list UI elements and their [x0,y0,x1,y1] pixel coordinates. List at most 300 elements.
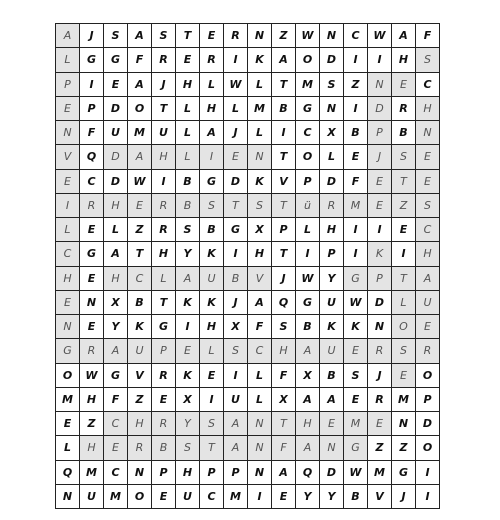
grid-cell-r11-c11[interactable]: U [320,291,344,315]
grid-cell-r17-c1[interactable]: H [80,436,104,460]
grid-cell-r7-c7[interactable]: T [224,194,248,218]
grid-cell-r5-c14[interactable]: S [392,145,416,169]
grid-cell-r4-c5[interactable]: L [176,121,200,145]
grid-cell-r1-c10[interactable]: O [296,48,320,72]
grid-cell-r3-c3[interactable]: O [128,97,152,121]
grid-cell-r18-c7[interactable]: P [224,461,248,485]
grid-cell-r9-c8[interactable]: H [248,242,272,266]
grid-cell-r7-c9[interactable]: T [272,194,296,218]
grid-cell-r8-c2[interactable]: L [104,218,128,242]
grid-cell-r13-c4[interactable]: P [152,339,176,363]
grid-cell-r9-c2[interactable]: A [104,242,128,266]
grid-cell-r16-c6[interactable]: S [200,412,224,436]
grid-cell-r16-c9[interactable]: T [272,412,296,436]
grid-cell-r13-c14[interactable]: S [392,339,416,363]
grid-cell-r10-c14[interactable]: T [392,267,416,291]
grid-cell-r6-c2[interactable]: D [104,170,128,194]
grid-cell-r10-c13[interactable]: P [368,267,392,291]
grid-cell-r17-c2[interactable]: E [104,436,128,460]
grid-cell-r2-c0[interactable]: P [56,73,80,97]
grid-cell-r3-c7[interactable]: L [224,97,248,121]
grid-cell-r9-c13[interactable]: K [368,242,392,266]
grid-cell-r17-c14[interactable]: Z [392,436,416,460]
grid-cell-r15-c9[interactable]: X [272,388,296,412]
grid-cell-r8-c8[interactable]: X [248,218,272,242]
grid-cell-r2-c2[interactable]: E [104,73,128,97]
grid-cell-r12-c5[interactable]: I [176,315,200,339]
grid-cell-r8-c7[interactable]: G [224,218,248,242]
grid-cell-r18-c0[interactable]: Q [56,461,80,485]
grid-cell-r0-c5[interactable]: T [176,24,200,48]
grid-cell-r15-c4[interactable]: E [152,388,176,412]
grid-cell-r16-c4[interactable]: R [152,412,176,436]
grid-cell-r5-c6[interactable]: I [200,145,224,169]
grid-cell-r5-c7[interactable]: E [224,145,248,169]
grid-cell-r9-c7[interactable]: I [224,242,248,266]
grid-cell-r13-c6[interactable]: L [200,339,224,363]
grid-cell-r13-c1[interactable]: R [80,339,104,363]
grid-cell-r14-c4[interactable]: R [152,364,176,388]
grid-cell-r14-c14[interactable]: E [392,364,416,388]
grid-cell-r5-c4[interactable]: H [152,145,176,169]
grid-cell-r6-c14[interactable]: T [392,170,416,194]
grid-cell-r1-c6[interactable]: R [200,48,224,72]
grid-cell-r2-c5[interactable]: H [176,73,200,97]
grid-cell-r4-c10[interactable]: C [296,121,320,145]
grid-cell-r15-c8[interactable]: L [248,388,272,412]
grid-cell-r11-c5[interactable]: K [176,291,200,315]
grid-cell-r0-c0[interactable]: A [56,24,80,48]
grid-cell-r1-c0[interactable]: L [56,48,80,72]
grid-cell-r11-c15[interactable]: U [416,291,440,315]
grid-cell-r0-c3[interactable]: A [128,24,152,48]
grid-cell-r12-c1[interactable]: E [80,315,104,339]
grid-cell-r2-c14[interactable]: E [392,73,416,97]
grid-cell-r4-c15[interactable]: N [416,121,440,145]
grid-cell-r19-c11[interactable]: Y [320,485,344,509]
grid-cell-r12-c10[interactable]: B [296,315,320,339]
grid-cell-r5-c13[interactable]: J [368,145,392,169]
grid-cell-r15-c5[interactable]: X [176,388,200,412]
grid-cell-r10-c0[interactable]: H [56,267,80,291]
grid-cell-r6-c1[interactable]: C [80,170,104,194]
grid-cell-r13-c13[interactable]: R [368,339,392,363]
grid-cell-r6-c13[interactable]: E [368,170,392,194]
grid-cell-r15-c0[interactable]: M [56,388,80,412]
grid-cell-r3-c8[interactable]: M [248,97,272,121]
grid-cell-r18-c8[interactable]: N [248,461,272,485]
grid-cell-r7-c14[interactable]: Z [392,194,416,218]
grid-cell-r7-c1[interactable]: R [80,194,104,218]
grid-cell-r18-c2[interactable]: C [104,461,128,485]
grid-cell-r1-c3[interactable]: F [128,48,152,72]
grid-cell-r3-c12[interactable]: I [344,97,368,121]
grid-cell-r11-c14[interactable]: L [392,291,416,315]
grid-cell-r0-c8[interactable]: N [248,24,272,48]
grid-cell-r10-c11[interactable]: Y [320,267,344,291]
grid-cell-r5-c3[interactable]: A [128,145,152,169]
grid-cell-r13-c15[interactable]: R [416,339,440,363]
grid-cell-r8-c1[interactable]: E [80,218,104,242]
grid-cell-r5-c10[interactable]: O [296,145,320,169]
grid-cell-r11-c9[interactable]: Q [272,291,296,315]
grid-cell-r8-c13[interactable]: I [368,218,392,242]
grid-cell-r3-c9[interactable]: B [272,97,296,121]
grid-cell-r15-c10[interactable]: A [296,388,320,412]
grid-cell-r1-c1[interactable]: G [80,48,104,72]
grid-cell-r0-c10[interactable]: W [296,24,320,48]
grid-cell-r10-c10[interactable]: W [296,267,320,291]
grid-cell-r2-c1[interactable]: I [80,73,104,97]
grid-cell-r9-c5[interactable]: Y [176,242,200,266]
grid-cell-r9-c0[interactable]: C [56,242,80,266]
grid-cell-r19-c15[interactable]: I [416,485,440,509]
grid-cell-r5-c0[interactable]: V [56,145,80,169]
grid-cell-r18-c14[interactable]: G [392,461,416,485]
grid-cell-r13-c2[interactable]: A [104,339,128,363]
grid-cell-r0-c14[interactable]: A [392,24,416,48]
grid-cell-r2-c3[interactable]: A [128,73,152,97]
grid-cell-r14-c11[interactable]: B [320,364,344,388]
grid-cell-r9-c3[interactable]: T [128,242,152,266]
grid-cell-r1-c7[interactable]: I [224,48,248,72]
grid-cell-r10-c12[interactable]: G [344,267,368,291]
grid-cell-r1-c12[interactable]: I [344,48,368,72]
grid-cell-r5-c15[interactable]: E [416,145,440,169]
grid-cell-r7-c12[interactable]: M [344,194,368,218]
grid-cell-r12-c4[interactable]: G [152,315,176,339]
grid-cell-r14-c0[interactable]: O [56,364,80,388]
grid-cell-r10-c4[interactable]: L [152,267,176,291]
grid-cell-r19-c8[interactable]: I [248,485,272,509]
grid-cell-r18-c1[interactable]: M [80,461,104,485]
grid-cell-r13-c3[interactable]: U [128,339,152,363]
grid-cell-r0-c15[interactable]: F [416,24,440,48]
grid-cell-r8-c6[interactable]: B [200,218,224,242]
grid-cell-r5-c1[interactable]: Q [80,145,104,169]
grid-cell-r2-c7[interactable]: W [224,73,248,97]
grid-cell-r1-c5[interactable]: E [176,48,200,72]
grid-cell-r13-c11[interactable]: U [320,339,344,363]
grid-cell-r8-c9[interactable]: P [272,218,296,242]
grid-cell-r1-c15[interactable]: S [416,48,440,72]
grid-cell-r17-c11[interactable]: N [320,436,344,460]
grid-cell-r9-c6[interactable]: K [200,242,224,266]
grid-cell-r12-c15[interactable]: E [416,315,440,339]
grid-cell-r7-c0[interactable]: I [56,194,80,218]
grid-cell-r4-c1[interactable]: F [80,121,104,145]
grid-cell-r3-c6[interactable]: H [200,97,224,121]
grid-cell-r15-c6[interactable]: I [200,388,224,412]
grid-cell-r7-c2[interactable]: H [104,194,128,218]
grid-cell-r15-c1[interactable]: H [80,388,104,412]
grid-cell-r14-c6[interactable]: E [200,364,224,388]
grid-cell-r5-c11[interactable]: L [320,145,344,169]
grid-cell-r2-c8[interactable]: L [248,73,272,97]
grid-cell-r15-c7[interactable]: U [224,388,248,412]
grid-cell-r17-c13[interactable]: Z [368,436,392,460]
grid-cell-r12-c0[interactable]: N [56,315,80,339]
grid-cell-r11-c13[interactable]: D [368,291,392,315]
grid-cell-r9-c15[interactable]: H [416,242,440,266]
grid-cell-r11-c7[interactable]: J [224,291,248,315]
grid-cell-r10-c8[interactable]: V [248,267,272,291]
grid-cell-r6-c8[interactable]: K [248,170,272,194]
grid-cell-r3-c5[interactable]: L [176,97,200,121]
grid-cell-r14-c1[interactable]: W [80,364,104,388]
grid-cell-r19-c7[interactable]: M [224,485,248,509]
grid-cell-r6-c11[interactable]: D [320,170,344,194]
grid-cell-r12-c11[interactable]: K [320,315,344,339]
grid-cell-r12-c14[interactable]: O [392,315,416,339]
grid-cell-r0-c2[interactable]: S [104,24,128,48]
grid-cell-r13-c0[interactable]: G [56,339,80,363]
grid-cell-r18-c3[interactable]: N [128,461,152,485]
grid-cell-r9-c14[interactable]: I [392,242,416,266]
grid-cell-r6-c9[interactable]: V [272,170,296,194]
grid-cell-r9-c4[interactable]: H [152,242,176,266]
grid-cell-r14-c5[interactable]: K [176,364,200,388]
grid-cell-r19-c4[interactable]: E [152,485,176,509]
grid-cell-r11-c10[interactable]: G [296,291,320,315]
grid-cell-r10-c3[interactable]: C [128,267,152,291]
grid-cell-r12-c12[interactable]: K [344,315,368,339]
grid-cell-r19-c6[interactable]: C [200,485,224,509]
grid-cell-r14-c10[interactable]: X [296,364,320,388]
grid-cell-r6-c10[interactable]: P [296,170,320,194]
grid-cell-r7-c10[interactable]: ü [296,194,320,218]
grid-cell-r18-c12[interactable]: W [344,461,368,485]
grid-cell-r5-c9[interactable]: T [272,145,296,169]
grid-cell-r17-c7[interactable]: A [224,436,248,460]
grid-cell-r3-c1[interactable]: P [80,97,104,121]
grid-cell-r11-c8[interactable]: A [248,291,272,315]
grid-cell-r18-c5[interactable]: H [176,461,200,485]
grid-cell-r3-c10[interactable]: G [296,97,320,121]
grid-cell-r4-c11[interactable]: X [320,121,344,145]
grid-cell-r12-c13[interactable]: N [368,315,392,339]
grid-cell-r16-c14[interactable]: N [392,412,416,436]
grid-cell-r4-c12[interactable]: B [344,121,368,145]
grid-cell-r19-c5[interactable]: U [176,485,200,509]
grid-cell-r10-c2[interactable]: H [104,267,128,291]
grid-cell-r15-c12[interactable]: E [344,388,368,412]
grid-cell-r16-c8[interactable]: N [248,412,272,436]
grid-cell-r5-c8[interactable]: N [248,145,272,169]
grid-cell-r19-c12[interactable]: B [344,485,368,509]
grid-cell-r7-c4[interactable]: R [152,194,176,218]
grid-cell-r17-c3[interactable]: R [128,436,152,460]
grid-cell-r14-c15[interactable]: O [416,364,440,388]
grid-cell-r7-c5[interactable]: B [176,194,200,218]
grid-cell-r18-c10[interactable]: Q [296,461,320,485]
grid-cell-r18-c15[interactable]: I [416,461,440,485]
grid-cell-r15-c15[interactable]: P [416,388,440,412]
grid-cell-r16-c11[interactable]: E [320,412,344,436]
grid-cell-r3-c13[interactable]: D [368,97,392,121]
grid-cell-r10-c5[interactable]: A [176,267,200,291]
grid-cell-r1-c9[interactable]: A [272,48,296,72]
grid-cell-r5-c2[interactable]: D [104,145,128,169]
grid-cell-r11-c0[interactable]: E [56,291,80,315]
grid-cell-r4-c6[interactable]: A [200,121,224,145]
grid-cell-r6-c3[interactable]: W [128,170,152,194]
grid-cell-r1-c4[interactable]: R [152,48,176,72]
grid-cell-r10-c15[interactable]: A [416,267,440,291]
grid-cell-r16-c3[interactable]: H [128,412,152,436]
grid-cell-r11-c4[interactable]: T [152,291,176,315]
grid-cell-r1-c11[interactable]: D [320,48,344,72]
grid-cell-r16-c15[interactable]: D [416,412,440,436]
grid-cell-r16-c7[interactable]: A [224,412,248,436]
grid-cell-r0-c13[interactable]: W [368,24,392,48]
grid-cell-r4-c3[interactable]: M [128,121,152,145]
grid-cell-r7-c15[interactable]: S [416,194,440,218]
grid-cell-r19-c3[interactable]: O [128,485,152,509]
grid-cell-r13-c9[interactable]: H [272,339,296,363]
grid-cell-r7-c3[interactable]: E [128,194,152,218]
grid-cell-r8-c12[interactable]: I [344,218,368,242]
grid-cell-r6-c15[interactable]: E [416,170,440,194]
grid-cell-r1-c13[interactable]: I [368,48,392,72]
grid-cell-r4-c7[interactable]: J [224,121,248,145]
grid-cell-r9-c11[interactable]: P [320,242,344,266]
grid-cell-r8-c5[interactable]: S [176,218,200,242]
grid-cell-r17-c9[interactable]: F [272,436,296,460]
grid-cell-r12-c6[interactable]: H [200,315,224,339]
grid-cell-r12-c3[interactable]: K [128,315,152,339]
grid-cell-r4-c0[interactable]: N [56,121,80,145]
grid-cell-r14-c3[interactable]: V [128,364,152,388]
grid-cell-r19-c2[interactable]: M [104,485,128,509]
grid-cell-r5-c5[interactable]: L [176,145,200,169]
grid-cell-r0-c11[interactable]: N [320,24,344,48]
grid-cell-r6-c4[interactable]: I [152,170,176,194]
grid-cell-r3-c2[interactable]: D [104,97,128,121]
grid-cell-r16-c13[interactable]: E [368,412,392,436]
grid-cell-r4-c14[interactable]: B [392,121,416,145]
grid-cell-r7-c13[interactable]: E [368,194,392,218]
grid-cell-r16-c1[interactable]: Z [80,412,104,436]
grid-cell-r17-c4[interactable]: B [152,436,176,460]
grid-cell-r17-c5[interactable]: S [176,436,200,460]
grid-cell-r8-c4[interactable]: R [152,218,176,242]
grid-cell-r6-c0[interactable]: E [56,170,80,194]
grid-cell-r6-c5[interactable]: B [176,170,200,194]
grid-cell-r13-c8[interactable]: C [248,339,272,363]
grid-cell-r18-c6[interactable]: P [200,461,224,485]
grid-cell-r2-c9[interactable]: T [272,73,296,97]
grid-cell-r14-c9[interactable]: F [272,364,296,388]
grid-cell-r11-c6[interactable]: K [200,291,224,315]
grid-cell-r15-c2[interactable]: F [104,388,128,412]
grid-cell-r8-c3[interactable]: Z [128,218,152,242]
grid-cell-r7-c6[interactable]: S [200,194,224,218]
grid-cell-r14-c7[interactable]: I [224,364,248,388]
grid-cell-r19-c14[interactable]: J [392,485,416,509]
grid-cell-r10-c6[interactable]: U [200,267,224,291]
grid-cell-r12-c2[interactable]: Y [104,315,128,339]
grid-cell-r18-c9[interactable]: A [272,461,296,485]
grid-cell-r11-c12[interactable]: W [344,291,368,315]
grid-cell-r4-c2[interactable]: U [104,121,128,145]
grid-cell-r11-c1[interactable]: N [80,291,104,315]
grid-cell-r19-c9[interactable]: E [272,485,296,509]
grid-cell-r15-c14[interactable]: M [392,388,416,412]
grid-cell-r6-c6[interactable]: G [200,170,224,194]
grid-cell-r2-c15[interactable]: C [416,73,440,97]
grid-cell-r17-c15[interactable]: O [416,436,440,460]
grid-cell-r8-c0[interactable]: L [56,218,80,242]
grid-cell-r0-c6[interactable]: E [200,24,224,48]
grid-cell-r3-c15[interactable]: H [416,97,440,121]
grid-cell-r19-c10[interactable]: Y [296,485,320,509]
grid-cell-r15-c3[interactable]: Z [128,388,152,412]
grid-cell-r13-c5[interactable]: E [176,339,200,363]
grid-cell-r16-c10[interactable]: H [296,412,320,436]
grid-cell-r2-c10[interactable]: M [296,73,320,97]
grid-cell-r0-c9[interactable]: Z [272,24,296,48]
grid-cell-r2-c12[interactable]: Z [344,73,368,97]
grid-cell-r0-c4[interactable]: S [152,24,176,48]
grid-cell-r13-c7[interactable]: S [224,339,248,363]
grid-cell-r3-c14[interactable]: R [392,97,416,121]
grid-cell-r6-c12[interactable]: F [344,170,368,194]
grid-cell-r18-c13[interactable]: M [368,461,392,485]
grid-cell-r3-c0[interactable]: E [56,97,80,121]
grid-cell-r1-c14[interactable]: H [392,48,416,72]
grid-cell-r2-c11[interactable]: S [320,73,344,97]
grid-cell-r2-c13[interactable]: N [368,73,392,97]
grid-cell-r16-c2[interactable]: C [104,412,128,436]
grid-cell-r10-c7[interactable]: B [224,267,248,291]
grid-cell-r9-c10[interactable]: I [296,242,320,266]
grid-cell-r1-c2[interactable]: G [104,48,128,72]
grid-cell-r18-c4[interactable]: P [152,461,176,485]
grid-cell-r9-c9[interactable]: T [272,242,296,266]
grid-cell-r16-c12[interactable]: M [344,412,368,436]
grid-cell-r0-c1[interactable]: J [80,24,104,48]
grid-cell-r10-c1[interactable]: E [80,267,104,291]
grid-cell-r9-c12[interactable]: I [344,242,368,266]
grid-cell-r7-c11[interactable]: R [320,194,344,218]
grid-cell-r14-c12[interactable]: S [344,364,368,388]
grid-cell-r7-c8[interactable]: S [248,194,272,218]
grid-cell-r3-c11[interactable]: N [320,97,344,121]
grid-cell-r4-c9[interactable]: I [272,121,296,145]
grid-cell-r1-c8[interactable]: K [248,48,272,72]
grid-cell-r6-c7[interactable]: D [224,170,248,194]
grid-cell-r19-c0[interactable]: N [56,485,80,509]
grid-cell-r19-c1[interactable]: U [80,485,104,509]
grid-cell-r12-c8[interactable]: F [248,315,272,339]
grid-cell-r5-c12[interactable]: E [344,145,368,169]
grid-cell-r0-c7[interactable]: R [224,24,248,48]
grid-cell-r14-c2[interactable]: G [104,364,128,388]
grid-cell-r8-c10[interactable]: L [296,218,320,242]
grid-cell-r13-c10[interactable]: A [296,339,320,363]
grid-cell-r2-c4[interactable]: J [152,73,176,97]
grid-cell-r8-c14[interactable]: E [392,218,416,242]
grid-cell-r17-c6[interactable]: T [200,436,224,460]
grid-cell-r17-c10[interactable]: A [296,436,320,460]
grid-cell-r17-c0[interactable]: L [56,436,80,460]
grid-cell-r14-c13[interactable]: J [368,364,392,388]
grid-cell-r17-c12[interactable]: G [344,436,368,460]
grid-cell-r17-c8[interactable]: N [248,436,272,460]
grid-cell-r2-c6[interactable]: L [200,73,224,97]
grid-cell-r8-c15[interactable]: C [416,218,440,242]
